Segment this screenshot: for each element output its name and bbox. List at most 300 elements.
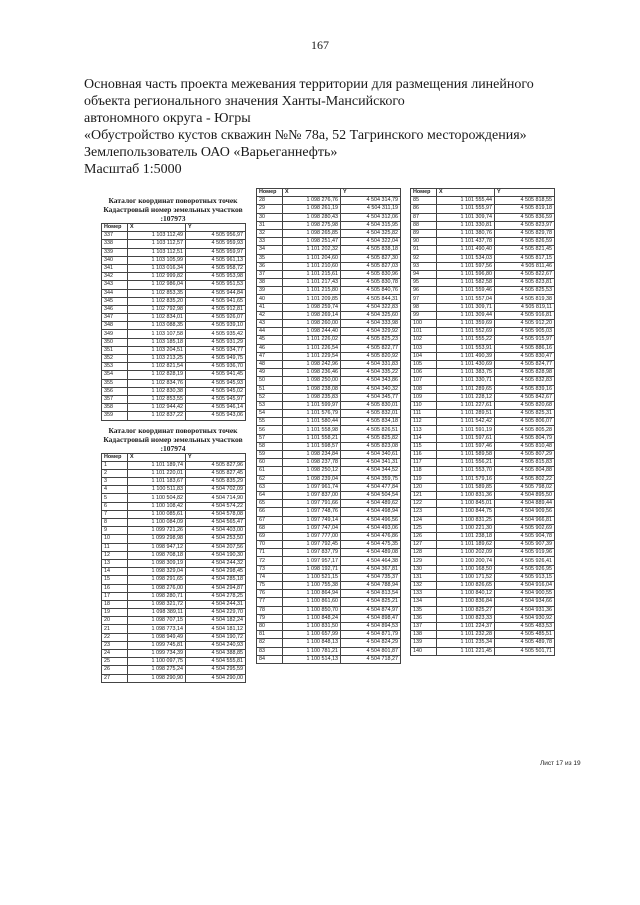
coordinate-x: 1 097 777,00 <box>283 532 341 540</box>
table-row <box>411 532 555 540</box>
point-number: 355 <box>102 379 128 387</box>
coordinate-y: 4 505 810,48 <box>495 442 555 450</box>
point-number: 6 <box>102 502 128 510</box>
coordinate-y: 4 505 820,92 <box>341 352 401 360</box>
coordinate-x: 1 097 749,14 <box>283 516 341 524</box>
coordinate-x: 1 102 828,19 <box>128 371 186 379</box>
coordinate-x: 1 103 107,58 <box>128 330 186 338</box>
table-row <box>257 647 401 655</box>
table-row <box>411 614 555 622</box>
point-number: 34 <box>257 246 283 254</box>
coordinate-y: 4 505 953,98 <box>186 273 246 281</box>
table-row <box>102 617 246 625</box>
coordinate-y: 4 505 836,59 <box>495 213 555 221</box>
coordinate-y: 4 505 827,03 <box>341 262 401 270</box>
coordinate-x: 1 098 389,11 <box>128 609 186 617</box>
point-number: 67 <box>257 516 283 524</box>
coordinate-x: 1 100 845,01 <box>437 500 495 508</box>
coordinate-y: 4 505 832,83 <box>495 377 555 385</box>
coordinate-x: 1 097 961,74 <box>283 483 341 491</box>
coordinate-y: 4 504 504,54 <box>341 491 401 499</box>
table-row <box>257 401 401 409</box>
point-number: 118 <box>411 467 437 475</box>
point-number: 135 <box>411 606 437 614</box>
point-number: 63 <box>257 483 283 491</box>
table-row <box>257 246 401 254</box>
coordinate-y: 4 505 945,97 <box>186 395 246 403</box>
header-y: Y <box>186 224 246 232</box>
point-number: 66 <box>257 508 283 516</box>
point-number: 9 <box>102 527 128 535</box>
table-row <box>411 287 555 295</box>
point-number: 72 <box>257 557 283 565</box>
table-row <box>257 467 401 475</box>
table-row <box>102 510 246 518</box>
coordinate-x: 1 098 276,76 <box>283 197 341 205</box>
coordinate-x: 1 101 559,46 <box>437 287 495 295</box>
coordinate-y: 4 505 959,93 <box>186 240 246 248</box>
point-number: 71 <box>257 549 283 557</box>
table-row <box>257 295 401 303</box>
coordinate-x: 1 098 275,24 <box>128 666 186 674</box>
coordinate-y: 4 504 496,56 <box>341 516 401 524</box>
coordinate-x: 1 101 228,12 <box>437 393 495 401</box>
table-row <box>411 491 555 499</box>
table-row <box>411 401 555 409</box>
point-number: 45 <box>257 336 283 344</box>
table-row <box>411 369 555 377</box>
coordinate-y: 4 505 835,29 <box>186 478 246 486</box>
point-number: 1 <box>102 461 128 469</box>
table-row <box>102 363 246 371</box>
table-row <box>257 336 401 344</box>
coordinate-y: 4 504 359,75 <box>341 475 401 483</box>
coordinate-y: 4 504 340,32 <box>341 385 401 393</box>
point-number: 33 <box>257 238 283 246</box>
point-number: 343 <box>102 281 128 289</box>
table-row <box>257 279 401 287</box>
coordinate-y: 4 504 322,04 <box>341 238 401 246</box>
coordinate-x: 1 102 834,76 <box>128 379 186 387</box>
coordinate-x: 1 098 280,43 <box>283 213 341 221</box>
coordinate-y: 4 504 333,98 <box>341 320 401 328</box>
table-row <box>257 254 401 262</box>
table-row <box>102 469 246 477</box>
coordinate-x: 1 103 112,49 <box>128 232 186 240</box>
coordinate-x: 1 103 088,35 <box>128 322 186 330</box>
point-number: 30 <box>257 213 283 221</box>
table-row <box>257 229 401 237</box>
coordinate-x: 1 102 999,82 <box>128 273 186 281</box>
coordinate-y: 4 505 945,02 <box>186 387 246 395</box>
coordinate-y: 4 505 825,82 <box>341 434 401 442</box>
coordinate-y: 4 505 806,07 <box>495 418 555 426</box>
coordinate-x: 1 101 383,75 <box>437 369 495 377</box>
table-row <box>257 221 401 229</box>
point-number: 39 <box>257 287 283 295</box>
coordinate-x: 1 101 289,65 <box>437 385 495 393</box>
coordinate-y: 4 505 838,18 <box>341 246 401 254</box>
table-row <box>102 650 246 658</box>
coordinate-y: 4 505 919,96 <box>495 549 555 557</box>
point-number: 3 <box>102 478 128 486</box>
point-number: 137 <box>411 622 437 630</box>
coordinate-y: 4 505 915,97 <box>495 336 555 344</box>
coordinate-y: 4 505 830,01 <box>341 401 401 409</box>
coordinate-y: 4 504 182,24 <box>186 617 246 625</box>
coordinate-y: 4 504 322,83 <box>341 303 401 311</box>
coordinate-x: 1 102 792,98 <box>128 305 186 313</box>
table-row <box>102 355 246 363</box>
coordinate-y: 4 505 941,65 <box>186 297 246 305</box>
point-number: 64 <box>257 491 283 499</box>
coordinate-x: 1 101 309,71 <box>437 303 495 311</box>
table-row <box>411 344 555 352</box>
coordinate-x: 1 098 773,14 <box>128 625 186 633</box>
point-number: 337 <box>102 232 128 240</box>
point-number: 98 <box>411 303 437 311</box>
coordinate-x: 1 101 330,81 <box>437 221 495 229</box>
point-number: 51 <box>257 385 283 393</box>
coordinate-x: 1 101 217,43 <box>283 279 341 287</box>
point-number: 86 <box>411 205 437 213</box>
coordinate-y: 4 505 489,78 <box>495 639 555 647</box>
table-row <box>411 565 555 573</box>
point-number: 25 <box>102 658 128 666</box>
coordinate-x: 1 101 232,28 <box>437 631 495 639</box>
coordinate-x: 1 098 949,49 <box>128 633 186 641</box>
point-number: 13 <box>102 559 128 567</box>
coordinate-y: 4 504 565,47 <box>186 519 246 527</box>
coordinate-x: 1 098 259,74 <box>283 303 341 311</box>
coordinate-x: 1 097 791,66 <box>283 500 341 508</box>
coordinate-x: 1 101 380,76 <box>437 229 495 237</box>
table-row <box>102 387 246 395</box>
point-number: 94 <box>411 270 437 278</box>
document-title <box>84 76 604 178</box>
coordinate-y: 4 504 312,06 <box>341 213 401 221</box>
table-row <box>411 320 555 328</box>
coordinate-y: 4 504 909,56 <box>495 508 555 516</box>
table-row <box>102 576 246 584</box>
coordinates-table <box>101 223 246 421</box>
coordinate-y: 4 505 804,88 <box>495 467 555 475</box>
coordinate-y: 4 504 966,81 <box>495 516 555 524</box>
point-number: 84 <box>257 655 283 663</box>
table-row <box>102 404 246 412</box>
point-number: 340 <box>102 256 128 264</box>
table-row <box>411 582 555 590</box>
coordinate-x: 1 101 309,74 <box>437 213 495 221</box>
point-number: 70 <box>257 541 283 549</box>
table-row <box>257 622 401 630</box>
coordinate-y: 4 504 278,25 <box>186 592 246 600</box>
coordinate-y: 4 504 344,52 <box>341 467 401 475</box>
coordinate-y: 4 505 912,81 <box>186 305 246 313</box>
table-row <box>102 256 246 264</box>
coordinate-y: 4 505 826,59 <box>495 238 555 246</box>
catalog-caption: Каталог координат поворотных точек <box>108 425 238 435</box>
table-row <box>411 418 555 426</box>
coordinate-x: 1 102 944,42 <box>128 404 186 412</box>
scale-line: Масштаб 1:5000 <box>84 162 182 177</box>
table-row <box>411 393 555 401</box>
coordinate-x: 1 101 229,54 <box>283 352 341 360</box>
coordinate-x: 1 098 192,71 <box>283 565 341 573</box>
coordinate-x: 1 101 582,58 <box>437 279 495 287</box>
title-line: Землепользователь ОАО «Варьеганнефть» <box>84 145 338 160</box>
page-number: 167 <box>311 38 329 52</box>
table-row <box>411 213 555 221</box>
table-row <box>411 475 555 483</box>
point-number: 87 <box>411 213 437 221</box>
coordinate-y: 4 504 295,59 <box>186 666 246 674</box>
coordinate-y: 4 505 905,03 <box>495 328 555 336</box>
point-number: 127 <box>411 541 437 549</box>
point-number: 80 <box>257 622 283 630</box>
coordinate-x: 1 100 085,61 <box>128 510 186 518</box>
point-number: 50 <box>257 377 283 385</box>
point-number: 139 <box>411 639 437 647</box>
header-x: X <box>128 224 186 232</box>
coordinate-x: 1 100 836,84 <box>437 598 495 606</box>
coordinate-y: 4 504 244,31 <box>186 600 246 608</box>
point-number: 35 <box>257 254 283 262</box>
point-number: 132 <box>411 582 437 590</box>
table-row <box>257 491 401 499</box>
point-number: 74 <box>257 573 283 581</box>
coordinate-y: 4 505 821,45 <box>495 246 555 254</box>
coordinate-y: 4 505 830,96 <box>341 270 401 278</box>
coordinate-y: 4 505 941,45 <box>186 371 246 379</box>
coordinate-x: 1 102 853,55 <box>128 395 186 403</box>
point-number: 14 <box>102 568 128 576</box>
coordinate-x: 1 101 598,57 <box>283 442 341 450</box>
point-number: 62 <box>257 475 283 483</box>
coordinate-y: 4 504 931,36 <box>495 606 555 614</box>
table-row <box>411 385 555 393</box>
coordinate-x: 1 097 747,04 <box>283 524 341 532</box>
table-row <box>257 639 401 647</box>
coordinate-y: 4 504 464,38 <box>341 557 401 565</box>
coordinate-x: 1 100 755,38 <box>283 582 341 590</box>
coordinate-x: 1 100 511,83 <box>128 486 186 494</box>
coordinate-x: 1 101 235,34 <box>437 639 495 647</box>
coordinate-y: 4 505 815,83 <box>495 459 555 467</box>
coordinate-x: 1 101 183,67 <box>128 478 186 486</box>
coordinate-y: 4 504 340,61 <box>341 451 401 459</box>
point-number: 47 <box>257 352 283 360</box>
header-x: X <box>283 189 341 197</box>
coordinate-y: 4 504 574,22 <box>186 502 246 510</box>
coordinate-y: 4 505 931,29 <box>186 338 246 346</box>
table-row <box>411 590 555 598</box>
point-number: 120 <box>411 483 437 491</box>
coordinate-y: 4 505 483,53 <box>495 622 555 630</box>
point-number: 99 <box>411 311 437 319</box>
coordinate-x: 1 098 309,19 <box>128 559 186 567</box>
table-row <box>102 584 246 592</box>
coordinate-x: 1 098 239,04 <box>283 475 341 483</box>
table-row <box>102 248 246 256</box>
coordinate-y: 4 504 930,92 <box>495 614 555 622</box>
table-row <box>102 486 246 494</box>
coordinate-y: 4 505 798,02 <box>495 483 555 491</box>
point-number: 357 <box>102 395 128 403</box>
coordinate-x: 1 101 579,16 <box>437 475 495 483</box>
point-number: 60 <box>257 459 283 467</box>
coordinate-x: 1 100 200,74 <box>437 557 495 565</box>
coordinate-y: 4 505 926,95 <box>495 565 555 573</box>
point-number: 131 <box>411 573 437 581</box>
coordinate-x: 1 101 589,58 <box>437 451 495 459</box>
coordinate-x: 1 101 189,74 <box>128 461 186 469</box>
point-number: 73 <box>257 565 283 573</box>
table-row <box>411 410 555 418</box>
point-number: 65 <box>257 500 283 508</box>
point-number: 129 <box>411 557 437 565</box>
coordinate-y: 4 505 959,97 <box>186 248 246 256</box>
table-row <box>411 647 555 655</box>
table-row <box>411 573 555 581</box>
table-row <box>102 641 246 649</box>
point-number: 24 <box>102 650 128 658</box>
point-number: 339 <box>102 248 128 256</box>
coordinate-x: 1 100 221,30 <box>437 524 495 532</box>
coordinate-y: 4 505 907,39 <box>495 541 555 549</box>
table-row <box>257 516 401 524</box>
header-number: Номер <box>257 189 283 197</box>
table-row <box>257 328 401 336</box>
table-row <box>411 549 555 557</box>
table-row <box>102 592 246 600</box>
table-row <box>102 461 246 469</box>
coordinate-x: 1 101 215,61 <box>283 270 341 278</box>
point-number: 55 <box>257 418 283 426</box>
table-row <box>257 483 401 491</box>
coordinate-x: 1 101 591,19 <box>437 426 495 434</box>
coordinate-x: 1 098 708,18 <box>128 551 186 559</box>
coordinate-x: 1 101 204,60 <box>283 254 341 262</box>
coordinate-x: 1 103 105,99 <box>128 256 186 264</box>
point-number: 49 <box>257 369 283 377</box>
header-number: Номер <box>102 224 128 232</box>
point-number: 52 <box>257 393 283 401</box>
coordinate-y: 4 505 946,14 <box>186 404 246 412</box>
table-row <box>102 395 246 403</box>
coordinate-x: 1 098 260,00 <box>283 320 341 328</box>
coordinate-x: 1 101 599,97 <box>283 401 341 409</box>
coordinate-x: 1 098 261,19 <box>283 205 341 213</box>
table-row <box>411 238 555 246</box>
coordinate-x: 1 099 734,39 <box>128 650 186 658</box>
coordinate-y: 4 505 832,01 <box>341 410 401 418</box>
coordinate-x: 1 097 837,79 <box>283 549 341 557</box>
title-line: автономного округа - Югры <box>84 111 251 126</box>
point-number: 41 <box>257 303 283 311</box>
coordinate-y: 4 504 311,19 <box>341 205 401 213</box>
coordinate-x: 1 101 221,45 <box>437 647 495 655</box>
coordinate-y: 4 504 240,93 <box>186 641 246 649</box>
coordinate-x: 1 101 553,70 <box>437 467 495 475</box>
coordinate-x: 1 100 084,09 <box>128 519 186 527</box>
coordinate-y: 4 504 493,06 <box>341 524 401 532</box>
table-row <box>102 658 246 666</box>
table-row <box>102 281 246 289</box>
coordinate-y: 4 504 181,12 <box>186 625 246 633</box>
table-row <box>102 519 246 527</box>
coordinate-y: 4 505 823,81 <box>495 279 555 287</box>
table-header-row <box>102 224 246 232</box>
coordinate-x: 1 100 108,42 <box>128 502 186 510</box>
coordinate-y: 4 505 844,31 <box>341 295 401 303</box>
coordinate-y: 4 504 367,81 <box>341 565 401 573</box>
table-row <box>102 559 246 567</box>
coordinate-x: 1 100 521,15 <box>283 573 341 581</box>
point-number: 85 <box>411 197 437 205</box>
table-row <box>102 322 246 330</box>
coordinate-x: 1 098 321,72 <box>128 600 186 608</box>
table-row <box>411 451 555 459</box>
point-number: 92 <box>411 254 437 262</box>
table-row <box>411 352 555 360</box>
coordinate-y: 4 504 555,81 <box>186 658 246 666</box>
coordinate-y: 4 504 489,08 <box>341 549 401 557</box>
coordinate-y: 4 505 886,16 <box>495 344 555 352</box>
coordinate-x: 1 101 558,98 <box>283 426 341 434</box>
point-number: 133 <box>411 590 437 598</box>
coordinate-x: 1 097 792,45 <box>283 541 341 549</box>
point-number: 93 <box>411 262 437 270</box>
coordinate-y: 4 505 842,67 <box>495 393 555 401</box>
point-number: 356 <box>102 387 128 395</box>
point-number: 42 <box>257 311 283 319</box>
table-row <box>102 338 246 346</box>
coordinate-y: 4 505 840,76 <box>341 287 401 295</box>
coordinate-y: 4 505 828,98 <box>495 369 555 377</box>
table-row <box>102 609 246 617</box>
coordinate-x: 1 102 853,35 <box>128 289 186 297</box>
coordinate-y: 4 504 498,94 <box>341 508 401 516</box>
coordinate-x: 1 098 269,14 <box>283 311 341 319</box>
coordinate-y: 4 505 830,78 <box>341 279 401 287</box>
coordinate-y: 4 505 943,06 <box>186 412 246 420</box>
table-row <box>411 246 555 254</box>
coordinate-x: 1 098 251,47 <box>283 238 341 246</box>
table-row <box>411 500 555 508</box>
coordinate-y: 4 504 314,79 <box>341 197 401 205</box>
point-number: 111 <box>411 410 437 418</box>
coordinate-y: 4 505 823,08 <box>341 442 401 450</box>
point-number: 36 <box>257 262 283 270</box>
catalog-column-3 <box>410 188 554 656</box>
sheet-footer: Лист 17 из 19 <box>540 760 581 767</box>
point-number: 113 <box>411 426 437 434</box>
table-row <box>411 606 555 614</box>
table-row <box>411 336 555 344</box>
coordinate-y: 4 505 818,55 <box>495 197 555 205</box>
coordinate-y: 4 504 343,86 <box>341 377 401 385</box>
point-number: 338 <box>102 240 128 248</box>
coordinate-y: 4 504 702,09 <box>186 486 246 494</box>
coordinate-y: 4 505 825,31 <box>495 410 555 418</box>
coordinate-x: 1 097 837,00 <box>283 491 341 499</box>
point-number: 21 <box>102 625 128 633</box>
table-row <box>257 303 401 311</box>
coordinate-x: 1 101 359,69 <box>437 320 495 328</box>
coordinate-y: 4 504 325,82 <box>341 229 401 237</box>
table-row <box>411 311 555 319</box>
